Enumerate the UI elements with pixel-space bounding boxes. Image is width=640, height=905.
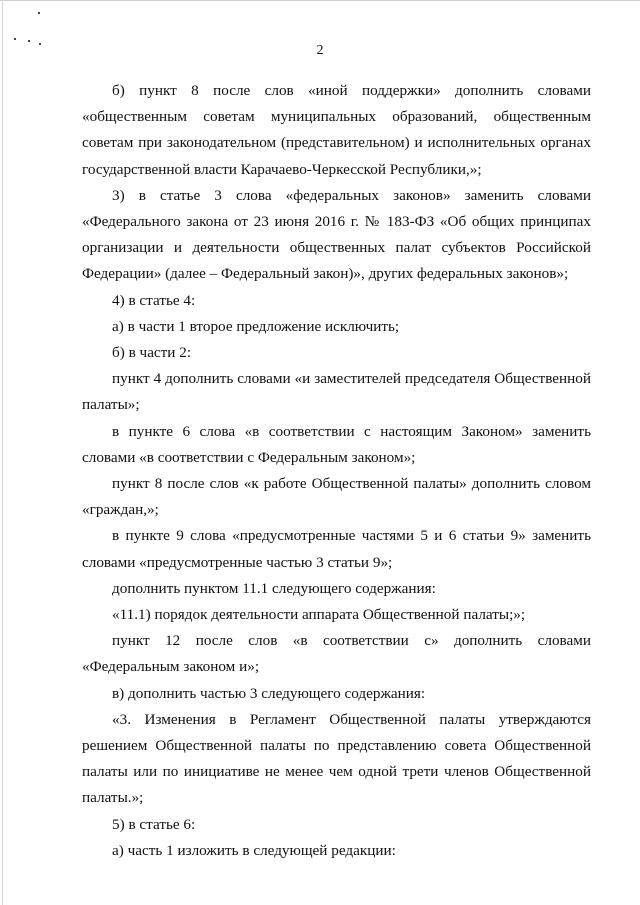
paragraph: пункт 8 после слов «к работе Общественной палаты» дополнить словом «граждан,»; xyxy=(82,475,591,519)
scan-left-edge xyxy=(2,0,3,905)
paragraph: 5) в статье 6: xyxy=(112,815,196,833)
paragraph: пункт 12 после слов «в соответствии с» дополнить словами «Федеральным законом и»; xyxy=(82,632,591,676)
page-number: 2 xyxy=(316,43,324,58)
paragraph: в пункте 6 слова «в соответствии с настоящим Законом» заменить словами «в соответствии с Федеральным законом»; xyxy=(82,422,591,466)
paragraph: 4) в статье 4: xyxy=(112,291,196,309)
document-body xyxy=(82,78,591,864)
paragraph: «3. Изменения в Регламент Общественной палаты утверждаются решением Общественной палаты по представлению совета Общественной палаты или по инициативе не менее чем одной трети членов Общественной палаты.»; xyxy=(82,710,591,807)
paragraph: б) пункт 8 после слов «иной поддержки» дополнить словами «общественным советам муниципальных образований, общественным советам при законодательном (представительном) и исполнительных органах государственной власти Карачаево-Черкесской Республики,»; xyxy=(82,82,591,178)
paragraph: 3) в статье 3 слова «федеральных законов» заменить словами «Федерального закона от 23 июня 2016 г. № 183-ФЗ «Об общих принципах организации и деятельности общественных палат субъектов Российской Федерации» (далее – Федеральный закон)», других федеральных законов»; xyxy=(82,186,591,283)
paragraph: а) в части 1 второе предложение исключить; xyxy=(112,317,400,335)
paragraph: а) часть 1 изложить в следующей редакции: xyxy=(112,841,396,859)
paragraph: «11.1) порядок деятельности аппарата Общественной палаты;»; xyxy=(112,606,526,624)
scan-speck xyxy=(28,40,30,42)
paragraph: пункт 4 дополнить словами «и заместителей председателя Общественной палаты»; xyxy=(82,370,591,414)
paragraph: дополнить пунктом 11.1 следующего содержания: xyxy=(112,579,436,597)
scan-speck xyxy=(14,38,16,40)
scan-speck xyxy=(38,12,40,14)
paragraph: в) дополнить частью 3 следующего содержания: xyxy=(112,684,426,702)
scan-top-edge xyxy=(0,0,640,1)
paragraph: б) в части 2: xyxy=(112,344,192,362)
paragraph: в пункте 9 слова «предусмотренные частями 5 и 6 статьи 9» заменить словами «предусмотренные частью 3 статьи 9»; xyxy=(82,527,591,571)
